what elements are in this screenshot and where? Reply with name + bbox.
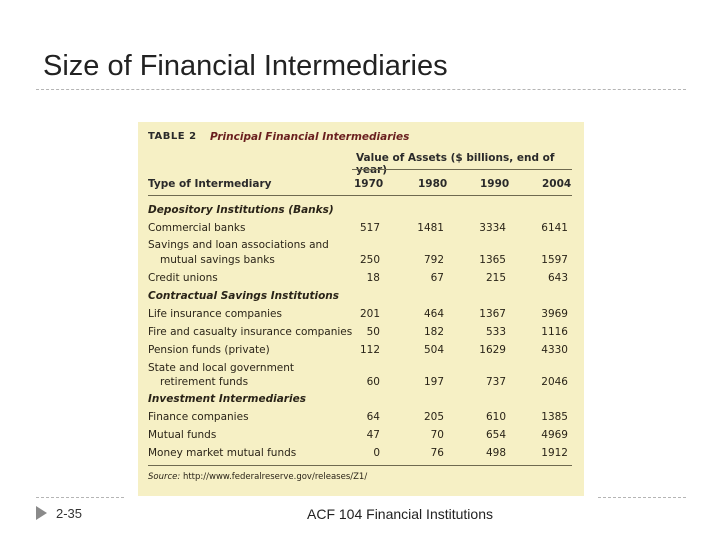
cell-2004: 4330 [541,344,568,356]
year-header-1980: 1980 [418,178,448,190]
table-source [148,472,367,482]
cell-1980: 70 [430,429,444,441]
row-label: Savings and loan associations and [148,239,329,251]
footer-divider-right [598,497,686,498]
table-caption: Principal Financial Intermediaries [210,131,410,143]
cell-1980: 76 [430,447,444,459]
cell-1970: 18 [366,272,380,284]
header-rule [148,195,572,196]
cell-1990: 737 [485,376,506,388]
cell-1980: 1481 [417,222,444,234]
section-depository: Depository Institutions (Banks) [148,204,334,216]
cell-1970: 47 [366,429,380,441]
row-label-continued: mutual savings banks [160,254,275,266]
cell-1980: 464 [423,308,444,320]
source-label: Source: [148,472,181,482]
cell-1990: 1365 [479,254,506,266]
span-header-rule [352,169,572,170]
financial-intermediaries-table [138,122,584,496]
cell-1980: 792 [423,254,444,266]
row-label: Mutual funds [148,429,217,441]
year-header-1990: 1990 [480,178,510,190]
source-url: http://www.federalreserve.gov/releases/Z1/ [182,472,368,482]
cell-2004: 1912 [541,447,568,459]
footer-course-title: ACF 104 Financial Institutions [307,506,493,522]
section-investment: Investment Intermediaries [148,393,306,405]
row-label: State and local government [148,362,295,374]
cell-1970: 112 [359,344,380,356]
value-span-header: Value of Assets ($ billions, end of year) [356,152,555,176]
cell-1990: 498 [485,447,506,459]
footer-rule-table [148,465,572,466]
row-label: Commercial banks [148,222,246,234]
cell-2004: 3969 [541,308,568,320]
cell-1970: 517 [359,222,380,234]
cell-1980: 197 [423,376,444,388]
footer-divider-left [36,497,124,498]
cell-1970: 0 [373,447,380,459]
cell-2004: 4969 [541,429,568,441]
cell-1970: 60 [366,376,380,388]
slide-title: Size of Financial Intermediaries [43,50,448,82]
cell-1990: 1367 [479,308,506,320]
slide-number: 2-35 [56,506,83,521]
section-contractual: Contractual Savings Institutions [148,290,340,302]
table-label: TABLE 2 [148,131,197,142]
year-header-2004: 2004 [542,178,572,190]
cell-1990: 3334 [479,222,506,234]
cell-1980: 504 [423,344,444,356]
cell-1990: 533 [485,326,506,338]
row-label: Finance companies [148,411,249,423]
cell-2004: 643 [547,272,568,284]
cell-1970: 64 [366,411,380,423]
cell-2004: 1116 [541,326,568,338]
cell-1980: 182 [423,326,444,338]
cell-2004: 2046 [541,376,568,388]
title-divider [36,89,686,90]
row-label: Life insurance companies [148,308,282,320]
cell-1970: 201 [359,308,380,320]
row-label-continued: retirement funds [160,376,249,388]
cell-1990: 610 [485,411,506,423]
cell-1980: 205 [423,411,444,423]
row-label: Fire and casualty insurance companies [148,326,353,338]
cell-1970: 50 [366,326,380,338]
cell-1980: 67 [430,272,444,284]
year-header-1970: 1970 [354,178,384,190]
cell-1990: 215 [485,272,506,284]
cell-2004: 1385 [541,411,568,423]
row-label: Money market mutual funds [148,447,297,459]
cell-2004: 6141 [541,222,568,234]
play-arrow-icon [36,506,47,520]
cell-1990: 1629 [479,344,506,356]
row-label: Credit unions [148,272,218,284]
cell-2004: 1597 [541,254,568,266]
cell-1990: 654 [485,429,506,441]
cell-1970: 250 [359,254,380,266]
row-label: Pension funds (private) [148,344,270,356]
type-column-header: Type of Intermediary [148,178,272,190]
